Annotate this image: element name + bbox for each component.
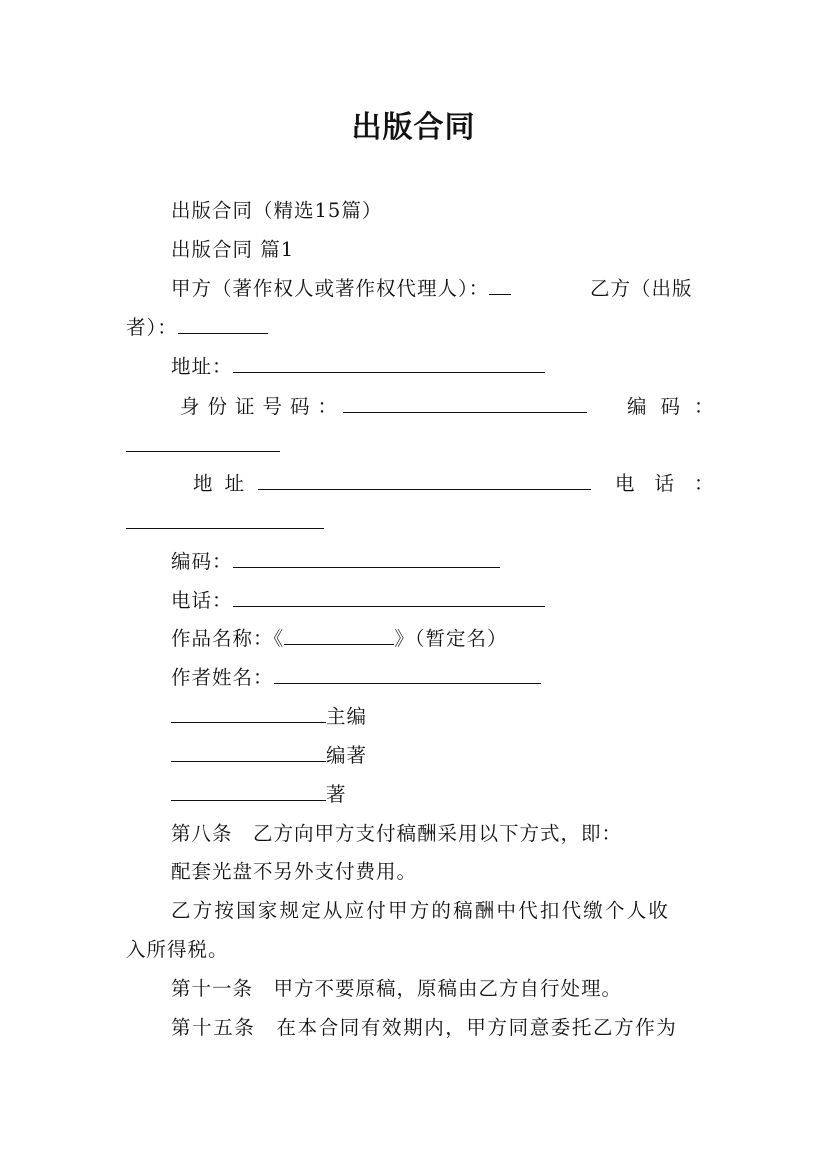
publisher-line: [126, 315, 268, 341]
work-title-suffix: 》（暂定名）: [394, 627, 508, 650]
phone-blank-1[interactable]: [126, 510, 324, 529]
address-text: 地址：: [171, 355, 233, 378]
phone-label-1: 电话：: [615, 472, 734, 495]
code-text: 编码：: [171, 550, 233, 573]
code-label-1: 编码：: [627, 395, 728, 418]
article-8: 第八条 乙方向甲方支付稿酬采用以下方式，即：: [171, 822, 623, 845]
article-11: 第十一条 甲方不要原稿，原稿由乙方自行处理。: [171, 977, 623, 1000]
section-heading: 出版合同 篇1: [171, 238, 295, 261]
address-line: [171, 354, 545, 380]
work-title-text: 作品名称：《: [171, 627, 285, 650]
address-blank-2[interactable]: [258, 471, 591, 490]
id-number-blank[interactable]: [343, 394, 587, 413]
phone-blank-2[interactable]: [233, 588, 545, 607]
publisher-blank[interactable]: [178, 315, 268, 334]
address-line-2: 地址: [193, 472, 257, 495]
party-a-blank[interactable]: [489, 276, 511, 295]
document-title: 出版合同: [351, 110, 476, 145]
phone-text: 电话：: [171, 589, 233, 612]
work-title-blank[interactable]: [284, 626, 394, 645]
editor-text: 主编: [326, 705, 368, 728]
compiler-blank[interactable]: [171, 743, 326, 762]
author-name-text: 作者姓名：: [171, 666, 274, 689]
tax-line-1: 乙方按国家规定从应付甲方的稿酬中代扣代缴个人收: [171, 899, 671, 922]
party-a-text: 甲方（著作权人或著作权代理人）：: [171, 277, 490, 300]
work-title-line: [171, 626, 508, 652]
code-blank-1[interactable]: [126, 433, 280, 452]
tax-line-2: 入所得税。: [126, 938, 229, 961]
id-number-line: [180, 394, 345, 420]
compiler-text: 编著: [326, 744, 368, 767]
editor-blank[interactable]: [171, 704, 326, 723]
author-name-blank[interactable]: [274, 665, 541, 684]
author-name-line: [171, 665, 541, 691]
id-number-text: 身份证号码：: [180, 395, 346, 418]
writer-line: [171, 782, 347, 808]
article-15: 第十五条 在本合同有效期内，甲方同意委托乙方作为: [171, 1016, 678, 1039]
party-a-label: [171, 276, 511, 302]
address-blank[interactable]: [233, 354, 545, 373]
editor-line: [171, 704, 367, 730]
party-b-label: 乙方（出版: [590, 277, 693, 300]
disc-fee-line: 配套光盘不另外支付费用。: [171, 860, 418, 883]
writer-text: 著: [326, 783, 347, 806]
compiler-line: [171, 743, 367, 769]
publisher-text: 者）：: [126, 316, 178, 339]
subtitle-line: 出版合同（精选15篇）: [171, 199, 383, 222]
code-line: [171, 549, 500, 575]
writer-blank[interactable]: [171, 782, 326, 801]
code-blank-2[interactable]: [233, 549, 500, 568]
phone-line: [171, 588, 545, 614]
